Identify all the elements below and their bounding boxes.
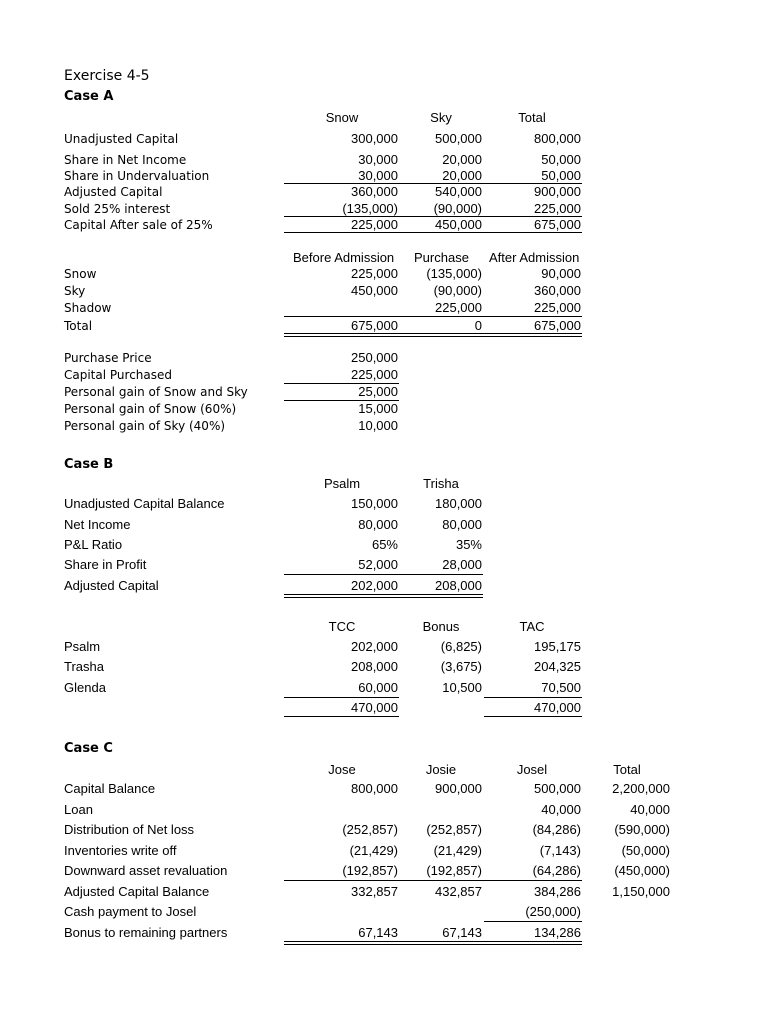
rule-line (284, 336, 582, 337)
header-bonus: Bonus (422, 619, 460, 634)
rule-line (284, 941, 582, 942)
cell-value: 300,000 (351, 131, 398, 146)
header-total: Total (518, 110, 546, 125)
cell-value: 225,000 (351, 367, 398, 382)
cell-value: 800,000 (534, 131, 581, 146)
row-label: Sold 25% interest (64, 202, 171, 216)
cell-value: (7,143) (539, 843, 581, 858)
cell-value: (90,000) (433, 201, 482, 216)
cell-value: (21,429) (433, 843, 482, 858)
row-label: Adjusted Capital (64, 578, 159, 593)
header-trisha: Trisha (423, 476, 459, 491)
header-purchase: Purchase (414, 250, 469, 265)
cell-value: 432,857 (435, 884, 482, 899)
row-label: Personal gain of Snow and Sky (64, 385, 248, 399)
cell-value: 25,000 (358, 384, 398, 399)
cell-value: 150,000 (351, 496, 398, 511)
row-label: Trasha (64, 659, 104, 674)
cell-value: 40,000 (630, 802, 670, 817)
cell-value: 500,000 (435, 131, 482, 146)
cell-value: 208,000 (435, 578, 482, 593)
cell-value: 65% (371, 537, 398, 552)
row-label: Capital Balance (64, 781, 156, 796)
cell-value: 15,000 (358, 401, 398, 416)
header-before-admission: Before Admission (293, 250, 395, 265)
cell-value: 450,000 (435, 217, 482, 232)
cell-value: (252,857) (342, 822, 398, 837)
cell-value: 0 (474, 318, 482, 333)
cell-value: (50,000) (621, 843, 670, 858)
cell-value: 1,150,000 (612, 884, 670, 899)
row-label: Distribution of Net loss (64, 822, 195, 837)
cell-value: (450,000) (614, 863, 670, 878)
cell-value: (192,857) (342, 863, 398, 878)
cell-value: 50,000 (541, 152, 581, 167)
header-tac: TAC (519, 619, 545, 634)
cell-value: 202,000 (351, 639, 398, 654)
row-label: Unadjusted Capital Balance (64, 496, 225, 511)
cell-value: (250,000) (525, 904, 581, 919)
header-tcc: TCC (328, 619, 356, 634)
cell-value: 204,325 (534, 659, 581, 674)
row-label: Loan (64, 802, 93, 817)
cell-value: 208,000 (351, 659, 398, 674)
header-sky: Sky (430, 110, 452, 125)
rule-line (284, 574, 483, 575)
cell-value: 470,000 (534, 700, 581, 715)
row-label: Glenda (64, 680, 106, 695)
rule-line (484, 921, 582, 922)
row-label: Shadow (64, 301, 112, 315)
rule-line (484, 697, 582, 698)
cell-value: 900,000 (435, 781, 482, 796)
row-label: Purchase Price (64, 351, 152, 365)
cell-value: 225,000 (534, 201, 581, 216)
row-label: Net Income (64, 517, 131, 532)
cell-value: (590,000) (614, 822, 670, 837)
cell-value: 470,000 (351, 700, 398, 715)
cell-value: 60,000 (358, 680, 398, 695)
row-label: Share in Net Income (64, 153, 187, 167)
cell-value: 70,500 (541, 680, 581, 695)
rule-line (284, 316, 582, 317)
cell-value: (192,857) (426, 863, 482, 878)
rule-line (284, 880, 582, 881)
cell-value: 40,000 (541, 802, 581, 817)
header-josie: Josie (425, 762, 457, 777)
case-c-title: Case C (64, 741, 113, 756)
cell-value: 450,000 (351, 283, 398, 298)
row-label: Downward asset revaluation (64, 863, 228, 878)
cell-value: 35% (455, 537, 482, 552)
cell-value: 30,000 (358, 168, 398, 183)
cell-value: (135,000) (426, 266, 482, 281)
cell-value: 675,000 (534, 318, 581, 333)
row-label: Share in Undervaluation (64, 169, 210, 183)
row-label: Share in Profit (64, 557, 147, 572)
cell-value: 800,000 (351, 781, 398, 796)
row-label: Personal gain of Sky (40%) (64, 419, 226, 433)
cell-value: 90,000 (541, 266, 581, 281)
row-label: Adjusted Capital Balance (64, 884, 210, 899)
header-jose: Jose (328, 762, 356, 777)
rule-line (284, 400, 399, 401)
cell-value: 202,000 (351, 578, 398, 593)
row-label: Total (64, 319, 93, 333)
header-after-admission: After Admission (489, 250, 580, 265)
header-josel: Josel (516, 762, 548, 777)
row-label: Sky (64, 284, 86, 298)
rule-line (284, 216, 582, 217)
cell-value: 500,000 (534, 781, 581, 796)
rule-line (284, 597, 483, 598)
cell-value: 900,000 (534, 184, 581, 199)
cell-value: (21,429) (349, 843, 398, 858)
rule-line (284, 594, 483, 595)
cell-value: 225,000 (351, 217, 398, 232)
cell-value: 80,000 (442, 517, 482, 532)
cell-value: 28,000 (442, 557, 482, 572)
cell-value: (64,286) (532, 863, 581, 878)
cell-value: 675,000 (351, 318, 398, 333)
cell-value: 67,143 (442, 925, 482, 940)
cell-value: 52,000 (358, 557, 398, 572)
rule-line (284, 183, 582, 184)
row-label: Personal gain of Snow (60%) (64, 402, 237, 416)
rule-line (284, 383, 399, 384)
cell-value: (84,286) (532, 822, 581, 837)
cell-value: 225,000 (351, 266, 398, 281)
cell-value: 225,000 (534, 300, 581, 315)
row-label: Bonus to remaining partners (64, 925, 228, 940)
case-b-title: Case B (64, 457, 114, 472)
row-label: Unadjusted Capital (64, 132, 179, 146)
header-snow: Snow (325, 110, 359, 125)
cell-value: 180,000 (435, 496, 482, 511)
rule-line (284, 944, 582, 945)
cell-value: (6,825) (440, 639, 482, 654)
cell-value: 20,000 (442, 168, 482, 183)
cell-value: 10,000 (358, 418, 398, 433)
cell-value: 2,200,000 (612, 781, 670, 796)
row-label: Capital Purchased (64, 368, 172, 382)
rule-line (284, 333, 582, 334)
cell-value: 30,000 (358, 152, 398, 167)
rule-line (484, 716, 582, 717)
cell-value: (3,675) (440, 659, 482, 674)
cell-value: (135,000) (342, 201, 398, 216)
row-label: Cash payment to Josel (64, 904, 197, 919)
cell-value: 50,000 (541, 168, 581, 183)
cell-value: (90,000) (433, 283, 482, 298)
cell-value: 67,143 (358, 925, 398, 940)
row-label: P&L Ratio (64, 537, 123, 552)
cell-value: 360,000 (534, 283, 581, 298)
header-total: Total (613, 762, 641, 777)
row-label: Adjusted Capital (64, 185, 163, 199)
cell-value: 134,286 (534, 925, 581, 940)
case-a-title: Case A (64, 89, 114, 104)
cell-value: 332,857 (351, 884, 398, 899)
exercise-title: Exercise 4-5 (64, 68, 150, 84)
cell-value: 10,500 (442, 680, 482, 695)
cell-value: 225,000 (435, 300, 482, 315)
row-label: Inventories write off (64, 843, 177, 858)
cell-value: 195,175 (534, 639, 581, 654)
rule-line (284, 716, 399, 717)
header-psalm: Psalm (323, 476, 361, 491)
row-label: Psalm (64, 639, 101, 654)
rule-line (284, 697, 399, 698)
cell-value: 360,000 (351, 184, 398, 199)
cell-value: (252,857) (426, 822, 482, 837)
rule-line (284, 232, 582, 233)
cell-value: 80,000 (358, 517, 398, 532)
row-label: Capital After sale of 25% (64, 218, 213, 232)
cell-value: 20,000 (442, 152, 482, 167)
cell-value: 675,000 (534, 217, 581, 232)
cell-value: 250,000 (351, 350, 398, 365)
cell-value: 540,000 (435, 184, 482, 199)
cell-value: 384,286 (534, 884, 581, 899)
row-label: Snow (64, 267, 97, 281)
